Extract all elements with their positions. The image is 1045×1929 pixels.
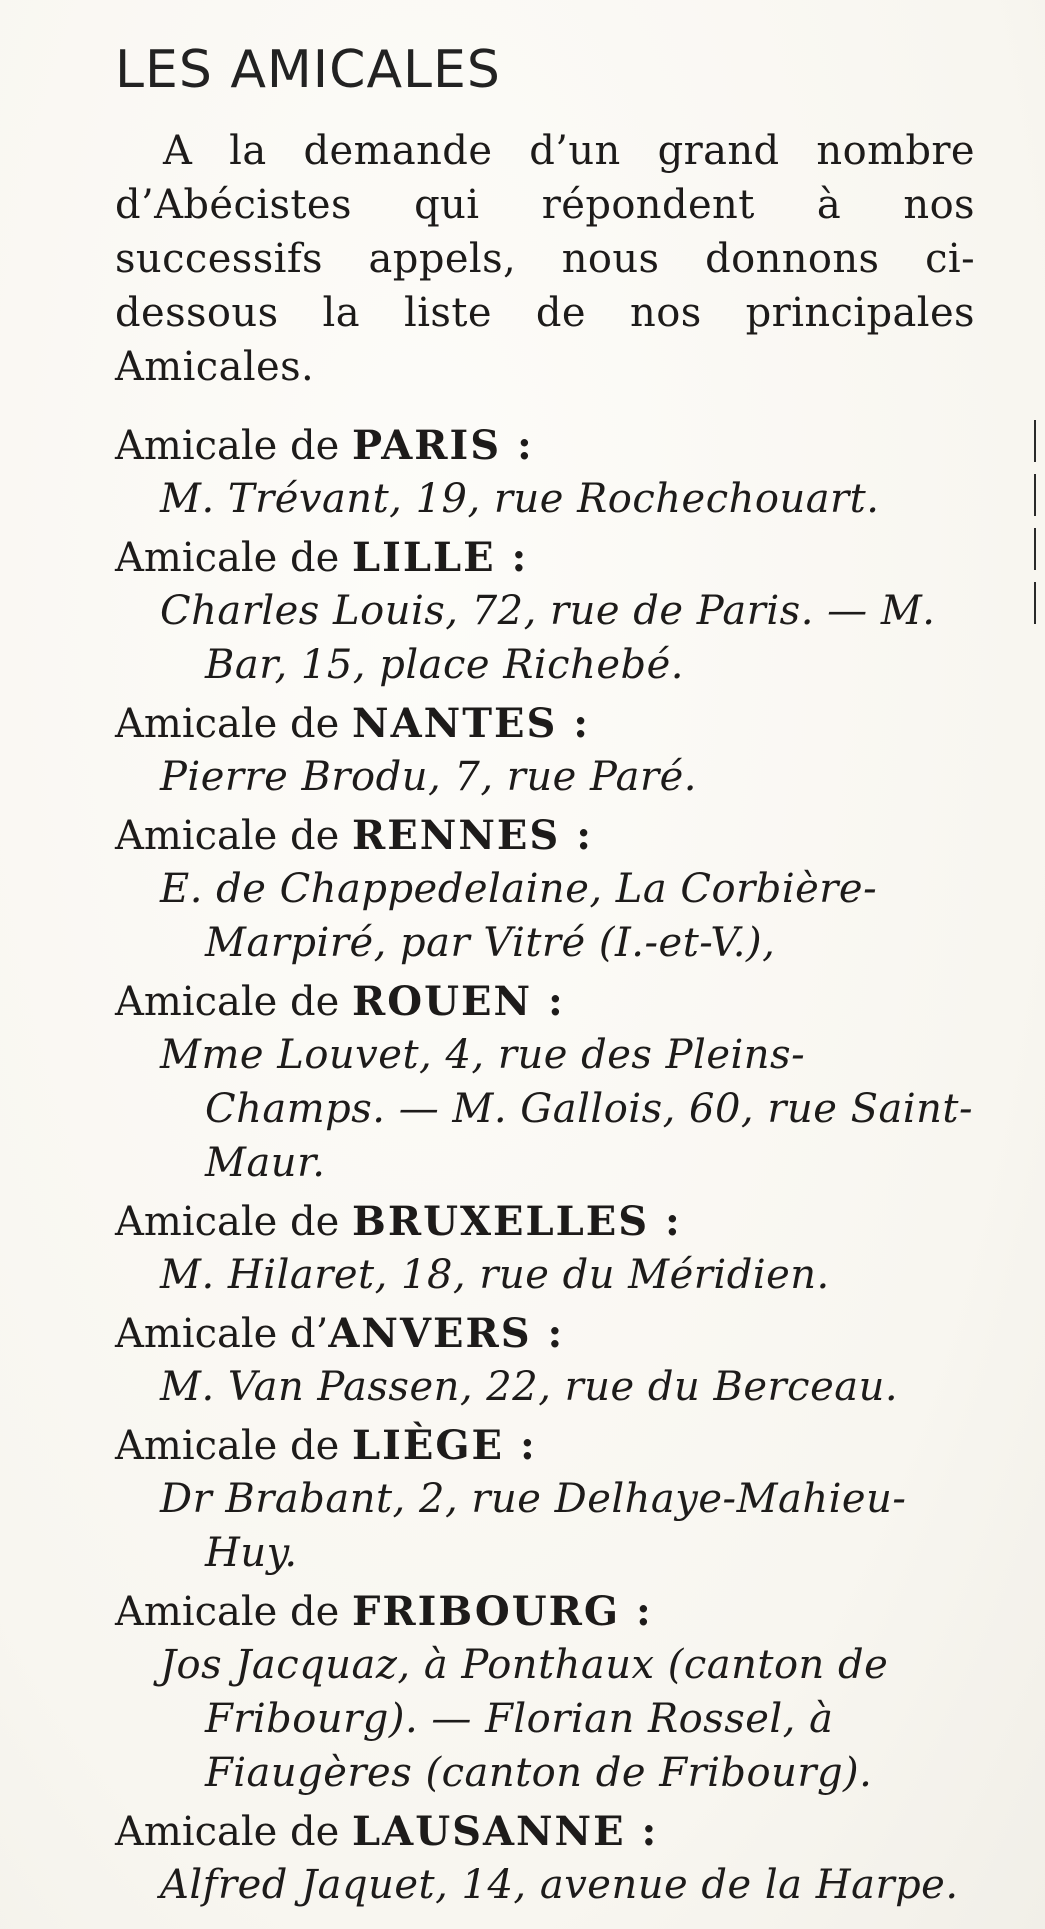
amicale-address: Alfred Jaquet, 14, avenue de la Harpe.	[160, 1862, 959, 1908]
amicale-prefix: Amicale de	[115, 979, 353, 1025]
amicale-prefix: Amicale de	[115, 423, 353, 469]
amicale-prefix: Amicale de	[115, 1809, 353, 1855]
amicale-address: M. Van Passen, 22, rue du Berceau.	[160, 1364, 899, 1410]
amicale-entry-nantes	[115, 698, 975, 804]
city-name: BRUXELLES	[352, 1198, 650, 1245]
amicale-prefix: Amicale de	[115, 813, 353, 859]
colon: :	[531, 1310, 565, 1357]
page-title: LES AMICALES	[115, 40, 501, 100]
amicale-entry-paris	[115, 420, 975, 526]
amicale-entry-liege	[115, 1420, 975, 1580]
colon: :	[504, 1422, 537, 1469]
amicale-address: Mme Louvet, 4, rue des Pleins-Champs. — M. Gallois, 60, rue Saint-Maur.	[160, 1032, 974, 1186]
city-name: PARIS	[352, 422, 502, 469]
amicale-prefix: Amicale de	[115, 1423, 353, 1469]
intro-paragraph: A la demande d’un grand nombre d’Abécistes qui répondent à nos successifs appels, nous donnons ci-dessous la liste de nos principales Amicales.	[115, 128, 975, 390]
city-name: ANVERS	[328, 1310, 532, 1357]
city-name: LAUSANNE	[352, 1808, 626, 1855]
edge-mark	[1034, 528, 1045, 570]
adjacent-page-edge-marks	[1034, 420, 1045, 636]
colon: :	[625, 1808, 659, 1855]
amicale-prefix: Amicale de	[115, 535, 353, 581]
amicale-entry-anvers	[115, 1308, 975, 1414]
city-name: RENNES	[352, 812, 561, 859]
edge-mark	[1034, 474, 1045, 516]
amicale-entry-rennes	[115, 810, 975, 970]
colon: :	[620, 1588, 653, 1635]
amicale-address: M. Hilaret, 18, rue du Méridien.	[160, 1252, 830, 1298]
amicale-entry-bruxelles	[115, 1196, 975, 1302]
city-name: ROUEN	[352, 978, 533, 1025]
amicale-prefix: Amicale de	[115, 1199, 353, 1245]
amicale-address: Dr Brabant, 2, rue Delhaye-Mahieu-Huy.	[160, 1476, 907, 1576]
colon: :	[501, 422, 534, 469]
colon: :	[532, 978, 565, 1025]
amicale-address: Pierre Brodu, 7, rue Paré.	[160, 754, 698, 800]
city-name: LIÈGE	[352, 1422, 505, 1469]
colon: :	[649, 1198, 682, 1245]
colon: :	[495, 534, 529, 581]
amicale-entry-lille	[115, 532, 975, 692]
amicale-prefix: Amicale de	[115, 701, 353, 747]
colon: :	[557, 700, 591, 747]
amicale-address: E. de Chappedelaine, La Corbière-Marpiré, par Vitré (I.-et-V.),	[160, 866, 878, 966]
text-column	[115, 30, 975, 1918]
edge-mark	[1034, 582, 1045, 624]
city-name: FRIBOURG	[352, 1588, 621, 1635]
city-name: NANTES	[352, 700, 558, 747]
city-name: LILLE	[352, 534, 496, 581]
amicale-address: M. Trévant, 19, rue Rochechouart.	[160, 476, 880, 522]
amicale-entry-fribourg	[115, 1586, 975, 1800]
amicale-address: Jos Jacquaz, à Ponthaux (canton de Fribourg). — Florian Rossel, à Fiaugères (canton de Fribourg).	[160, 1642, 889, 1796]
colon: :	[560, 812, 593, 859]
amicale-prefix: Amicale d’	[115, 1311, 329, 1357]
amicale-prefix: Amicale de	[115, 1589, 353, 1635]
amicale-entry-lausanne	[115, 1806, 975, 1912]
edge-mark	[1034, 420, 1045, 462]
amicale-address: Charles Louis, 72, rue de Paris. — M. Bar, 15, place Richebé.	[160, 588, 936, 688]
amicale-entry-rouen	[115, 976, 975, 1190]
